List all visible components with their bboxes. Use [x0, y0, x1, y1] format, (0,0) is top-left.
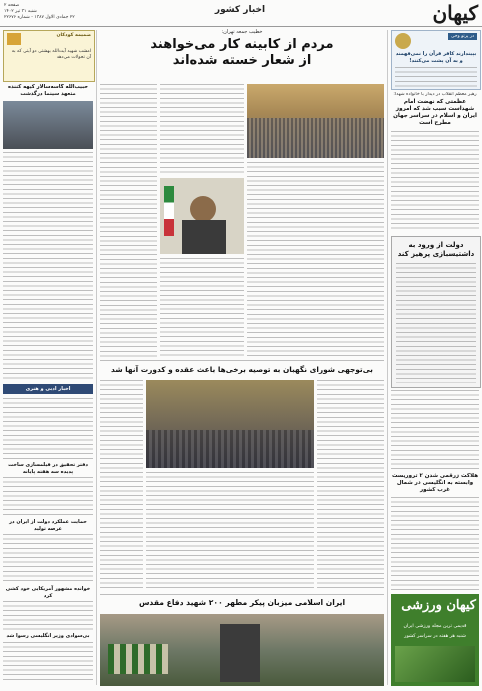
terrorist-story-pre: [391, 390, 479, 470]
ornament-icon: [395, 33, 411, 49]
leader-story-body: [391, 131, 479, 229]
martyrs-funeral-photos: [100, 614, 384, 686]
banner-figure: [220, 624, 260, 682]
coffins-texture: [108, 644, 168, 674]
terrorist-story-body: [391, 497, 479, 590]
guardian-story-col2: [146, 472, 314, 590]
main-story-col2: [160, 258, 244, 357]
terrorist-story-headline: هلاکت زرقمی شدن ۲ تروریست وابسته به انگلیسی در شمال غرب کشور: [391, 473, 479, 493]
terrorist-story: [391, 390, 479, 590]
rally-photo: [3, 101, 93, 149]
left-news-1: [3, 84, 93, 384]
sports-ad-schedule: شنبه هر هفته در سراسر کشور: [404, 634, 466, 639]
kids-supplement-text: امشب شهید آیت‌الله بهشتی دو آیتی که به آن تحولات می‌دهد: [11, 49, 91, 60]
left-news-2-headline: دفتر تحقیق در فیلمسازی ساخت پدیده سه هفته پایانه: [8, 462, 88, 475]
left-news-2-pre: [3, 398, 93, 460]
left-news-stack: [3, 398, 93, 686]
guardian-council-header: [100, 364, 384, 378]
section-divider: [100, 594, 384, 595]
culture-ribbon-label: اخبار ادبی و هنری: [25, 386, 71, 392]
left-news-3-body: [3, 534, 93, 584]
preacher-photo: [160, 178, 244, 254]
main-story-kicker: خطیب جمعه تهران:: [221, 29, 263, 35]
issue-info: [4, 3, 75, 21]
column-divider: [96, 30, 97, 685]
leader-story-headline: عظمتی که نهضت امام شهداست سبب شد که امروز ایران و اسلام در سراسر جهان مطرح است: [393, 99, 477, 126]
left-news-3-headline: حمایت عملکرد دولت از ایران در عرصه تولید: [9, 519, 87, 532]
kids-supplement-label: ضمیمه کودکان: [56, 33, 91, 38]
friday-prayer-photo: [247, 84, 384, 158]
kids-supplement-box: [3, 30, 95, 82]
government-box: [391, 236, 481, 388]
section-divider: [100, 360, 384, 361]
main-story-col3: [100, 84, 157, 357]
audience-texture: [146, 430, 314, 468]
main-headline-line2: از شعار خسته شده‌اند: [172, 53, 312, 68]
left-news-5-headline: بی‌سوادی وزیر انگلیسی رسوا شد: [6, 633, 90, 639]
council-meeting-photo: [146, 380, 314, 468]
main-story-header: [100, 29, 384, 81]
government-box-body: [396, 263, 476, 383]
crowd-texture: [247, 118, 384, 158]
masthead: [0, 0, 482, 27]
left-news-1-headline: حبیب‌الله گاسه‌سالار کیهه کننده متعهد سینما درگذشت: [8, 84, 88, 97]
quran-box-body: [395, 67, 477, 87]
main-story-col2-top: [160, 84, 244, 174]
left-news-2-body: [3, 477, 93, 517]
leader-story: [391, 92, 479, 232]
culture-ribbon: [3, 384, 93, 394]
newspaper-logo: کیهان: [432, 1, 478, 25]
guardian-council-headline: بی‌توجهی شورای نگهبان به توصیه برخی‌ها باعث عقده و کدورت آنها شد: [111, 365, 373, 374]
sports-ad[interactable]: [391, 594, 479, 686]
main-story-col1: [247, 162, 384, 357]
preacher-robe: [182, 220, 226, 254]
guardian-story-col1: [317, 380, 384, 590]
sports-ad-image: [395, 646, 475, 682]
gift-icon: [7, 33, 21, 45]
sports-ad-brand: کیهان ورزشی: [401, 598, 476, 613]
leader-story-kicker: رهبر معظم انقلاب در دیدار با خانواده شهدا:: [393, 92, 477, 97]
main-headline-line1: مردم از کابینه کار می‌خواهند: [150, 37, 334, 52]
left-news-1-body: [3, 152, 93, 382]
issue-number: ۲۲ جمادی الاول ۱۳۸۷ - شماره ۲۲۶۷۶: [4, 15, 75, 20]
quran-box-text: بپیندارند کافر قرآن را نمی‌فهمند و به آن پشت می‌کنند!: [395, 51, 477, 64]
government-box-title: دولت از ورود به داشتیسبازی پرهیز کند: [397, 241, 475, 258]
quran-box-label: در پرتو وحی: [448, 33, 477, 40]
martyrs-header: [100, 597, 384, 611]
iran-flag: [164, 186, 174, 236]
left-news-4-headline: خوانده مشهور آمریکایی خود کشی کرد: [5, 586, 91, 599]
guardian-story-col3: [100, 380, 143, 590]
section-title: اخبار کشور: [214, 5, 266, 15]
sports-ad-tagline: قدیمی ترین مجله ورزشی ایران: [403, 624, 467, 629]
quran-box: [391, 30, 481, 90]
martyrs-headline: ایران اسلامی میزبان پیکر مطهر ۲۰۰ شهید دفاع مقدس: [138, 598, 346, 607]
preacher-figure: [190, 196, 216, 222]
left-news-5-body: [3, 642, 93, 682]
column-divider: [387, 30, 388, 685]
left-news-4-body: [3, 601, 93, 631]
issue-date: شنبه ۳۱ تیر ۱۴۰۲: [4, 9, 37, 14]
issue-page: صفحه ۲: [4, 3, 20, 8]
